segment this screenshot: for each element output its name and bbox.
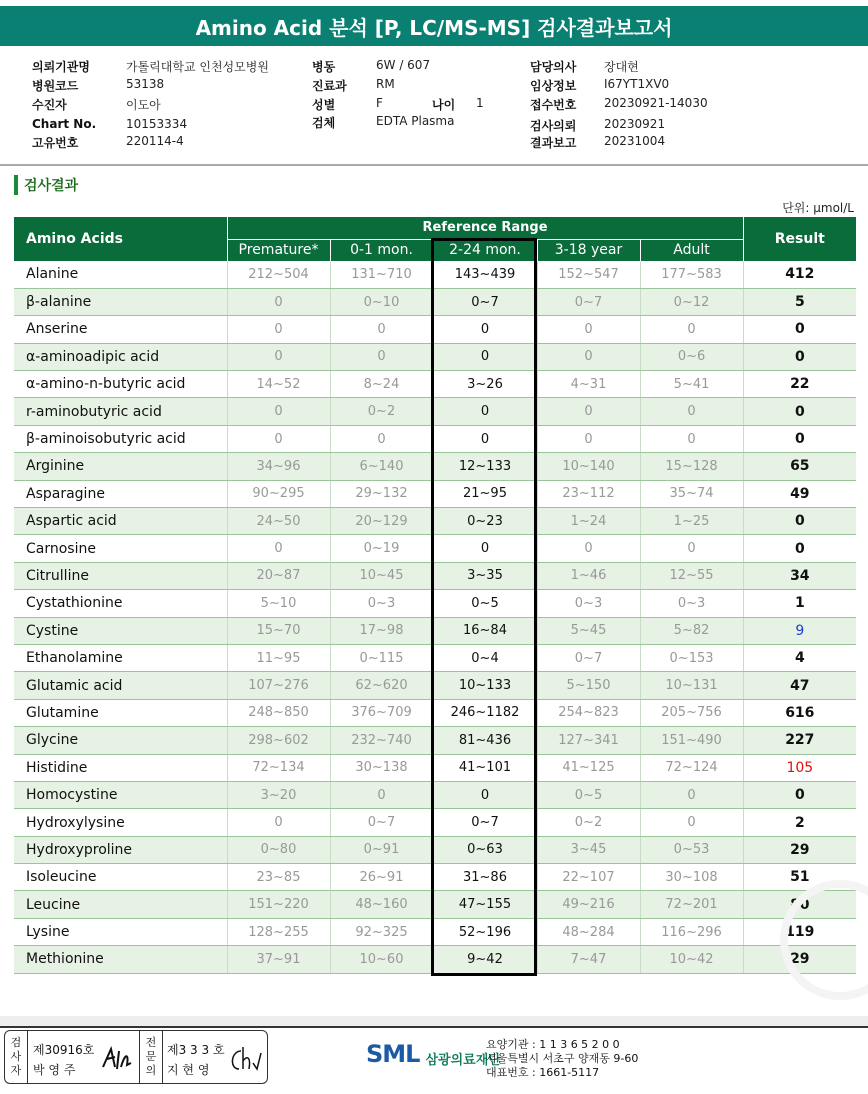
sign-separator [162, 1031, 163, 1083]
info-value: RM [376, 77, 395, 91]
result-value: 0 [743, 316, 856, 343]
ref-adult: 0 [640, 425, 743, 452]
ref-adult: 1~25 [640, 508, 743, 535]
ref-0-1-mon: 17~98 [330, 617, 433, 644]
ref-0-1-mon: 0~115 [330, 644, 433, 671]
ref-3-18-year: 49~216 [537, 891, 640, 918]
ref-2-24-mon: 0~5 [433, 590, 537, 617]
header-reference-range: Reference Range [227, 217, 743, 239]
ref-premature: 248~850 [227, 699, 330, 726]
ref-2-24-mon: 16~84 [433, 617, 537, 644]
info-label: 성별 [312, 98, 336, 112]
ref-0-1-mon: 62~620 [330, 672, 433, 699]
ref-3-18-year: 41~125 [537, 754, 640, 781]
info-value: EDTA Plasma [376, 114, 455, 128]
info-value: 220114-4 [126, 134, 184, 148]
ref-adult: 0 [640, 316, 743, 343]
ref-3-18-year: 0 [537, 425, 640, 452]
ref-2-24-mon: 143~439 [433, 261, 537, 288]
result-value: 22 [743, 371, 856, 398]
result-value: 105 [743, 754, 856, 781]
info-value: 10153334 [126, 117, 188, 131]
result-value: 29 [743, 946, 856, 973]
amino-acid-name: r-aminobutyric acid [14, 398, 227, 425]
result-value: 2 [743, 809, 856, 836]
ref-premature: 0 [227, 425, 330, 452]
table-row [14, 398, 856, 425]
ref-adult: 30~108 [640, 864, 743, 891]
info-label: 병원코드 [32, 79, 79, 93]
ref-2-24-mon: 3~35 [433, 562, 537, 589]
ref-0-1-mon: 0~7 [330, 809, 433, 836]
info-label: 수진자 [32, 98, 67, 112]
ref-2-24-mon: 47~155 [433, 891, 537, 918]
result-value: 5 [743, 288, 856, 315]
ref-0-1-mon: 30~138 [330, 754, 433, 781]
table-row [14, 918, 856, 945]
ref-0-1-mon: 20~129 [330, 508, 433, 535]
address-line: 대표번호 : 1661-5117 [486, 1066, 600, 1079]
ref-adult: 205~756 [640, 699, 743, 726]
ref-adult: 0~3 [640, 590, 743, 617]
amino-acid-name: Asparagine [14, 480, 227, 507]
info-value: 53138 [126, 77, 165, 91]
ref-premature: 151~220 [227, 891, 330, 918]
results-table [14, 217, 856, 974]
table-row [14, 644, 856, 671]
header-amino-acids: Amino Acids [14, 217, 227, 261]
ref-premature: 0 [227, 398, 330, 425]
org-name: 삼광의료재단 [425, 1052, 501, 1068]
ref-3-18-year: 0~3 [537, 590, 640, 617]
table-row [14, 425, 856, 452]
ref-2-24-mon: 0~63 [433, 836, 537, 863]
table-row [14, 699, 856, 726]
amino-acid-name: Glutamine [14, 699, 227, 726]
ref-3-18-year: 0~7 [537, 288, 640, 315]
ref-premature: 298~602 [227, 727, 330, 754]
ref-0-1-mon: 92~325 [330, 918, 433, 945]
ref-adult: 0 [640, 535, 743, 562]
ref-3-18-year: 0 [537, 316, 640, 343]
table-row [14, 891, 856, 918]
info-value: 6W / 607 [376, 58, 431, 72]
ref-3-18-year: 152~547 [537, 261, 640, 288]
ref-2-24-mon: 9~42 [433, 946, 537, 973]
ref-premature: 212~504 [227, 261, 330, 288]
table-row [14, 261, 856, 288]
amino-acid-name: Histidine [14, 754, 227, 781]
header-ref-col: Adult [640, 239, 743, 261]
sign-separator [27, 1031, 28, 1083]
ref-premature: 3~20 [227, 781, 330, 808]
ref-0-1-mon: 232~740 [330, 727, 433, 754]
address-line: 서울특별시 서초구 양재동 9-60 [486, 1052, 639, 1065]
ref-0-1-mon: 26~91 [330, 864, 433, 891]
amino-acid-name: β-aminoisobutyric acid [14, 425, 227, 452]
info-value: 이도아 [126, 98, 161, 112]
result-value: 0 [743, 535, 856, 562]
info-label: 임상정보 [530, 79, 577, 93]
ref-premature: 0 [227, 288, 330, 315]
ref-adult: 5~82 [640, 617, 743, 644]
header-ref-col: 2-24 mon. [433, 239, 537, 261]
table-row [14, 590, 856, 617]
ref-adult: 0~6 [640, 343, 743, 370]
ref-adult: 10~131 [640, 672, 743, 699]
ref-2-24-mon: 81~436 [433, 727, 537, 754]
amino-acid-name: Lysine [14, 918, 227, 945]
ref-adult: 15~128 [640, 453, 743, 480]
footer-divider [0, 1016, 868, 1026]
signature1-icon [101, 1043, 135, 1075]
info-value: 20230921-14030 [604, 96, 708, 110]
ref-2-24-mon: 31~86 [433, 864, 537, 891]
amino-acid-name: Leucine [14, 891, 227, 918]
amino-acid-name: α-amino-n-butyric acid [14, 371, 227, 398]
ref-premature: 72~134 [227, 754, 330, 781]
amino-acid-name: Anserine [14, 316, 227, 343]
result-value: 80 [743, 891, 856, 918]
footer-line [0, 1026, 868, 1028]
info-label: Chart No. [32, 117, 97, 131]
ref-premature: 34~96 [227, 453, 330, 480]
ref-premature: 0~80 [227, 836, 330, 863]
ref-premature: 0 [227, 343, 330, 370]
amino-acid-name: Carnosine [14, 535, 227, 562]
report-title: Amino Acid 분석 [P, LC/MS-MS] 검사결과보고서 [0, 6, 868, 46]
result-value: 119 [743, 918, 856, 945]
result-value: 0 [743, 508, 856, 535]
ref-0-1-mon: 10~60 [330, 946, 433, 973]
result-value: 34 [743, 562, 856, 589]
sign-separator [139, 1031, 140, 1083]
ref-3-18-year: 0 [537, 343, 640, 370]
ref-3-18-year: 0 [537, 398, 640, 425]
info-value: 20231004 [604, 134, 666, 148]
info-value: 가톨릭대학교 인천성모병원 [126, 60, 269, 74]
amino-acid-name: Homocystine [14, 781, 227, 808]
logo-mark: SML [366, 1040, 420, 1068]
table-row [14, 480, 856, 507]
age-label: 나이 [432, 98, 456, 112]
ref-0-1-mon: 0~10 [330, 288, 433, 315]
ref-adult: 72~201 [640, 891, 743, 918]
ref-2-24-mon: 12~133 [433, 453, 537, 480]
ref-premature: 14~52 [227, 371, 330, 398]
ref-3-18-year: 5~45 [537, 617, 640, 644]
ref-3-18-year: 254~823 [537, 699, 640, 726]
table-row [14, 864, 856, 891]
table-row [14, 288, 856, 315]
info-label: 검체 [312, 116, 336, 130]
ref-premature: 11~95 [227, 644, 330, 671]
amino-acid-name: Cystathionine [14, 590, 227, 617]
address-line: 요양기관 : 1 1 3 6 5 2 0 0 [486, 1038, 620, 1051]
header-result: Result [743, 217, 856, 261]
ref-2-24-mon: 246~1182 [433, 699, 537, 726]
ref-3-18-year: 4~31 [537, 371, 640, 398]
amino-acid-name: Methionine [14, 946, 227, 973]
table-row [14, 781, 856, 808]
ref-2-24-mon: 0~7 [433, 809, 537, 836]
result-value: 49 [743, 480, 856, 507]
patient-info [0, 54, 868, 164]
ref-2-24-mon: 21~95 [433, 480, 537, 507]
ref-3-18-year: 1~24 [537, 508, 640, 535]
ref-2-24-mon: 0 [433, 398, 537, 425]
ref-0-1-mon: 48~160 [330, 891, 433, 918]
header-ref-col: 0-1 mon. [330, 239, 433, 261]
result-value: 29 [743, 836, 856, 863]
table-row [14, 946, 856, 973]
ref-adult: 116~296 [640, 918, 743, 945]
signer1-license: 제30916호 [33, 1043, 95, 1057]
result-value: 0 [743, 398, 856, 425]
result-value: 0 [743, 781, 856, 808]
info-label: 병동 [312, 60, 336, 74]
info-label: 결과보고 [530, 136, 577, 150]
result-value: 227 [743, 727, 856, 754]
ref-3-18-year: 0 [537, 535, 640, 562]
org-address [486, 1038, 638, 1080]
ref-0-1-mon: 0~91 [330, 836, 433, 863]
result-value: 51 [743, 864, 856, 891]
ref-2-24-mon: 0 [433, 425, 537, 452]
results-body [14, 261, 856, 973]
result-value: 4 [743, 644, 856, 671]
info-value: 20230921 [604, 117, 666, 131]
ref-premature: 23~85 [227, 864, 330, 891]
table-row [14, 343, 856, 370]
ref-0-1-mon: 8~24 [330, 371, 433, 398]
header-divider [0, 164, 868, 166]
ref-0-1-mon: 0~3 [330, 590, 433, 617]
amino-acid-name: Arginine [14, 453, 227, 480]
table-row [14, 809, 856, 836]
ref-adult: 0~12 [640, 288, 743, 315]
ref-2-24-mon: 0 [433, 781, 537, 808]
ref-0-1-mon: 0 [330, 781, 433, 808]
table-row [14, 371, 856, 398]
ref-adult: 0 [640, 398, 743, 425]
signer1-role: 검사자 [10, 1036, 22, 1077]
ref-0-1-mon: 10~45 [330, 562, 433, 589]
ref-0-1-mon: 376~709 [330, 699, 433, 726]
result-value: 0 [743, 343, 856, 370]
ref-3-18-year: 0~7 [537, 644, 640, 671]
table-row [14, 508, 856, 535]
ref-0-1-mon: 0~2 [330, 398, 433, 425]
ref-premature: 0 [227, 316, 330, 343]
ref-2-24-mon: 10~133 [433, 672, 537, 699]
ref-adult: 5~41 [640, 371, 743, 398]
age-value: 1 [476, 96, 484, 110]
ref-2-24-mon: 41~101 [433, 754, 537, 781]
ref-2-24-mon: 0 [433, 316, 537, 343]
amino-acid-name: α-aminoadipic acid [14, 343, 227, 370]
ref-premature: 24~50 [227, 508, 330, 535]
result-value: 1 [743, 590, 856, 617]
section-title-text: 검사결과 [24, 178, 79, 194]
table-row [14, 727, 856, 754]
table-row [14, 754, 856, 781]
signer1-name: 박 영 주 [33, 1063, 76, 1077]
ref-2-24-mon: 0 [433, 535, 537, 562]
section-marker [14, 175, 18, 195]
amino-acid-name: Isoleucine [14, 864, 227, 891]
ref-premature: 15~70 [227, 617, 330, 644]
ref-0-1-mon: 0~19 [330, 535, 433, 562]
table-row [14, 535, 856, 562]
header-ref-col: 3-18 year [537, 239, 640, 261]
ref-3-18-year: 1~46 [537, 562, 640, 589]
amino-acid-name: Alanine [14, 261, 227, 288]
info-label: 접수번호 [530, 98, 577, 112]
ref-adult: 0~153 [640, 644, 743, 671]
info-label: 의뢰기관명 [32, 60, 90, 74]
info-value: 장대현 [604, 60, 639, 74]
info-label: 진료과 [312, 79, 347, 93]
info-label: 고유번호 [32, 136, 79, 150]
unit-label: 단위: μmol/L [782, 201, 854, 215]
ref-3-18-year: 7~47 [537, 946, 640, 973]
result-value: 412 [743, 261, 856, 288]
ref-2-24-mon: 0~23 [433, 508, 537, 535]
ref-0-1-mon: 0 [330, 343, 433, 370]
ref-3-18-year: 0~2 [537, 809, 640, 836]
amino-acid-name: Citrulline [14, 562, 227, 589]
table-row [14, 316, 856, 343]
ref-3-18-year: 22~107 [537, 864, 640, 891]
ref-adult: 0 [640, 809, 743, 836]
result-value: 47 [743, 672, 856, 699]
ref-3-18-year: 10~140 [537, 453, 640, 480]
info-label: 검사의뢰 [530, 119, 577, 133]
ref-2-24-mon: 0~4 [433, 644, 537, 671]
amino-acid-name: Aspartic acid [14, 508, 227, 535]
ref-premature: 20~87 [227, 562, 330, 589]
amino-acid-name: β-alanine [14, 288, 227, 315]
ref-3-18-year: 23~112 [537, 480, 640, 507]
result-value: 616 [743, 699, 856, 726]
signer2-name: 지 현 영 [167, 1063, 210, 1077]
ref-adult: 0~53 [640, 836, 743, 863]
table-row [14, 836, 856, 863]
header-ref-col: Premature* [227, 239, 330, 261]
ref-premature: 128~255 [227, 918, 330, 945]
table-row [14, 453, 856, 480]
ref-premature: 0 [227, 535, 330, 562]
ref-0-1-mon: 0 [330, 425, 433, 452]
amino-acid-name: Cystine [14, 617, 227, 644]
result-value: 0 [743, 425, 856, 452]
signer2-license: 제3 3 3 호 [167, 1043, 225, 1057]
ref-2-24-mon: 0~7 [433, 288, 537, 315]
amino-acid-name: Ethanolamine [14, 644, 227, 671]
ref-adult: 151~490 [640, 727, 743, 754]
result-value: 9 [743, 617, 856, 644]
amino-acid-name: Hydroxyproline [14, 836, 227, 863]
ref-premature: 37~91 [227, 946, 330, 973]
amino-acid-name: Glycine [14, 727, 227, 754]
amino-acid-name: Hydroxylysine [14, 809, 227, 836]
ref-0-1-mon: 131~710 [330, 261, 433, 288]
info-value: I67YT1XV0 [604, 77, 670, 91]
table-row [14, 617, 856, 644]
ref-0-1-mon: 0 [330, 316, 433, 343]
table-row [14, 672, 856, 699]
signer2-role: 전문의 [145, 1036, 157, 1077]
ref-3-18-year: 127~341 [537, 727, 640, 754]
ref-adult: 10~42 [640, 946, 743, 973]
info-label: 담당의사 [530, 60, 577, 74]
amino-acid-name: Glutamic acid [14, 672, 227, 699]
ref-adult: 72~124 [640, 754, 743, 781]
ref-adult: 0 [640, 781, 743, 808]
ref-adult: 177~583 [640, 261, 743, 288]
signature-box [4, 1030, 268, 1084]
table-row [14, 562, 856, 589]
signature2-icon [227, 1043, 263, 1075]
ref-adult: 35~74 [640, 480, 743, 507]
ref-premature: 107~276 [227, 672, 330, 699]
info-value: F [376, 96, 383, 110]
sml-logo [366, 1040, 501, 1068]
ref-3-18-year: 5~150 [537, 672, 640, 699]
ref-premature: 90~295 [227, 480, 330, 507]
section-title [14, 175, 78, 195]
ref-premature: 0 [227, 809, 330, 836]
ref-3-18-year: 48~284 [537, 918, 640, 945]
ref-adult: 12~55 [640, 562, 743, 589]
ref-premature: 5~10 [227, 590, 330, 617]
ref-3-18-year: 0~5 [537, 781, 640, 808]
ref-2-24-mon: 3~26 [433, 371, 537, 398]
ref-2-24-mon: 0 [433, 343, 537, 370]
ref-2-24-mon: 52~196 [433, 918, 537, 945]
ref-0-1-mon: 29~132 [330, 480, 433, 507]
ref-3-18-year: 3~45 [537, 836, 640, 863]
ref-0-1-mon: 6~140 [330, 453, 433, 480]
result-value: 65 [743, 453, 856, 480]
